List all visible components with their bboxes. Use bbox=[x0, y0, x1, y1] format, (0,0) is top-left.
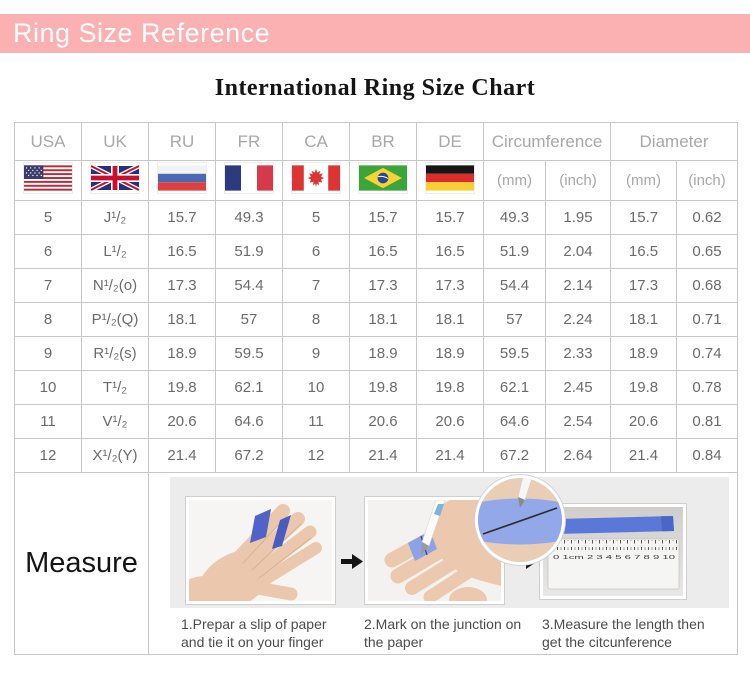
subheader-diameter-inch: (inch) bbox=[677, 161, 738, 201]
table-cell: 8 bbox=[15, 303, 82, 337]
table-cell: 12 bbox=[15, 439, 82, 473]
table-cell: 2.33 bbox=[546, 337, 611, 371]
table-cell: 19.8 bbox=[417, 371, 484, 405]
table-cell: 17.3 bbox=[149, 269, 216, 303]
canada-flag-icon bbox=[292, 163, 340, 193]
table-cell: P¹/₂(Q) bbox=[82, 303, 149, 337]
table-cell: 21.4 bbox=[417, 439, 484, 473]
table-cell: 2.04 bbox=[546, 235, 611, 269]
table-cell: 21.4 bbox=[611, 439, 677, 473]
table-cell: 16.5 bbox=[611, 235, 677, 269]
table-cell: 18.1 bbox=[350, 303, 417, 337]
table-cell: J¹/₂ bbox=[82, 201, 149, 235]
table-cell: 18.9 bbox=[417, 337, 484, 371]
measure-photo-1 bbox=[186, 497, 335, 604]
table-cell: 2.45 bbox=[546, 371, 611, 405]
russia-flag-icon bbox=[158, 163, 206, 193]
col-header-ru: RU bbox=[149, 123, 216, 161]
col-header-usa: USA bbox=[15, 123, 82, 161]
table-cell: 49.3 bbox=[484, 201, 546, 235]
table-cell: 1.95 bbox=[546, 201, 611, 235]
table-cell: 5 bbox=[283, 201, 350, 235]
table-cell: X¹/₂(Y) bbox=[82, 439, 149, 473]
table-row bbox=[15, 303, 738, 337]
table-row bbox=[15, 337, 738, 371]
brazil-flag-icon bbox=[359, 163, 407, 193]
table-cell: 18.9 bbox=[149, 337, 216, 371]
table-cell: 15.7 bbox=[417, 201, 484, 235]
table-cell: R¹/₂(s) bbox=[82, 337, 149, 371]
ruler-numbers: 0 1cm 2 3 4 5 6 7 8 9 10 bbox=[553, 555, 675, 561]
measure-caption-1: 1.Prepar a slip of paper and tie it on your finger bbox=[181, 616, 327, 650]
col-header-diameter: Diameter bbox=[611, 123, 738, 161]
table-cell: 2.54 bbox=[546, 405, 611, 439]
table-cell: 0.84 bbox=[677, 439, 738, 473]
table-cell: 15.7 bbox=[350, 201, 417, 235]
table-cell: 59.5 bbox=[484, 337, 546, 371]
table-cell: 0.81 bbox=[677, 405, 738, 439]
table-row bbox=[15, 439, 738, 473]
table-cell: 54.4 bbox=[484, 269, 546, 303]
table-cell: 2.64 bbox=[546, 439, 611, 473]
table-cell: 0.62 bbox=[677, 201, 738, 235]
france-flag-icon bbox=[225, 163, 273, 193]
table-cell: 62.1 bbox=[484, 371, 546, 405]
table-cell: 17.3 bbox=[417, 269, 484, 303]
table-cell: 0.74 bbox=[677, 337, 738, 371]
flag-row bbox=[15, 161, 738, 201]
table-row bbox=[15, 405, 738, 439]
table-cell: 17.3 bbox=[611, 269, 677, 303]
table-cell: 10 bbox=[283, 371, 350, 405]
table-cell: 2.14 bbox=[546, 269, 611, 303]
table-cell: 54.4 bbox=[216, 269, 283, 303]
table-cell: 64.6 bbox=[216, 405, 283, 439]
table-cell: 49.3 bbox=[216, 201, 283, 235]
table-cell: 9 bbox=[283, 337, 350, 371]
table-cell: 21.4 bbox=[350, 439, 417, 473]
table-cell: 51.9 bbox=[216, 235, 283, 269]
table-cell: 20.6 bbox=[350, 405, 417, 439]
table-cell: 18.1 bbox=[417, 303, 484, 337]
table-cell: 7 bbox=[283, 269, 350, 303]
table-cell: 17.3 bbox=[350, 269, 417, 303]
table-cell: 10 bbox=[15, 371, 82, 405]
table-cell: 57 bbox=[216, 303, 283, 337]
table-cell: 0.78 bbox=[677, 371, 738, 405]
table-cell: 15.7 bbox=[149, 201, 216, 235]
table-cell: 18.9 bbox=[350, 337, 417, 371]
table-cell: N¹/₂(o) bbox=[82, 269, 149, 303]
col-header-de: DE bbox=[417, 123, 484, 161]
table-cell: 20.6 bbox=[149, 405, 216, 439]
table-row bbox=[15, 269, 738, 303]
table-cell: 67.2 bbox=[484, 439, 546, 473]
table-cell: 0.68 bbox=[677, 269, 738, 303]
measure-panel bbox=[170, 477, 729, 608]
table-cell: 67.2 bbox=[216, 439, 283, 473]
measure-caption-3: 3.Measure the length then get the citcunference bbox=[542, 616, 705, 650]
table-cell: 21.4 bbox=[149, 439, 216, 473]
table-cell: 19.8 bbox=[149, 371, 216, 405]
subheader-circumference-inch: (inch) bbox=[546, 161, 611, 201]
table-cell: 5 bbox=[15, 201, 82, 235]
table-cell: 18.1 bbox=[611, 303, 677, 337]
usa-flag-icon bbox=[24, 163, 72, 193]
table-row bbox=[15, 235, 738, 269]
table-cell: 64.6 bbox=[484, 405, 546, 439]
germany-flag-icon bbox=[426, 163, 474, 193]
table-cell: 6 bbox=[283, 235, 350, 269]
table-cell: 16.5 bbox=[417, 235, 484, 269]
table-cell: 11 bbox=[15, 405, 82, 439]
table-cell: 16.5 bbox=[149, 235, 216, 269]
table-cell: 18.9 bbox=[611, 337, 677, 371]
table-cell: 0.71 bbox=[677, 303, 738, 337]
table-cell: 20.6 bbox=[417, 405, 484, 439]
table-cell: T¹/₂ bbox=[82, 371, 149, 405]
arrow-right-icon bbox=[341, 554, 363, 569]
uk-flag-icon bbox=[91, 163, 139, 193]
ring-size-table bbox=[14, 122, 738, 655]
measure-content bbox=[149, 473, 738, 655]
subheader-circumference-mm: (mm) bbox=[484, 161, 546, 201]
table-cell: 20.6 bbox=[611, 405, 677, 439]
table-cell: 0.65 bbox=[677, 235, 738, 269]
table-cell: 19.8 bbox=[611, 371, 677, 405]
table-cell: 18.1 bbox=[149, 303, 216, 337]
col-header-circumference: Circumference bbox=[484, 123, 611, 161]
table-cell: 6 bbox=[15, 235, 82, 269]
col-header-fr: FR bbox=[216, 123, 283, 161]
measure-caption-2: 2.Mark on the junction on the paper bbox=[364, 616, 522, 650]
table-cell: 16.5 bbox=[350, 235, 417, 269]
page-title: International Ring Size Chart bbox=[214, 75, 536, 101]
table-cell: L¹/₂ bbox=[82, 235, 149, 269]
table-cell: 19.8 bbox=[350, 371, 417, 405]
table-cell: 12 bbox=[283, 439, 350, 473]
section-banner bbox=[0, 14, 750, 53]
table-cell: 9 bbox=[15, 337, 82, 371]
table-cell: 7 bbox=[15, 269, 82, 303]
table-cell: 8 bbox=[283, 303, 350, 337]
table-cell: 2.24 bbox=[546, 303, 611, 337]
magnified-inset bbox=[473, 473, 567, 567]
table-cell: 57 bbox=[484, 303, 546, 337]
measure-label: Measure bbox=[15, 473, 149, 655]
table-cell: V¹/₂ bbox=[82, 405, 149, 439]
table-cell: 15.7 bbox=[611, 201, 677, 235]
col-header-uk: UK bbox=[82, 123, 149, 161]
banner-title: Ring Size Reference bbox=[13, 18, 271, 48]
table-row bbox=[15, 201, 738, 235]
subheader-diameter-mm: (mm) bbox=[611, 161, 677, 201]
col-header-ca: CA bbox=[283, 123, 350, 161]
header-row bbox=[15, 123, 738, 161]
measure-row bbox=[15, 473, 738, 655]
col-header-br: BR bbox=[350, 123, 417, 161]
table-row bbox=[15, 371, 738, 405]
table-cell: 59.5 bbox=[216, 337, 283, 371]
ring-size-rows bbox=[15, 201, 738, 473]
table-cell: 51.9 bbox=[484, 235, 546, 269]
table-cell: 11 bbox=[283, 405, 350, 439]
table-cell: 62.1 bbox=[216, 371, 283, 405]
